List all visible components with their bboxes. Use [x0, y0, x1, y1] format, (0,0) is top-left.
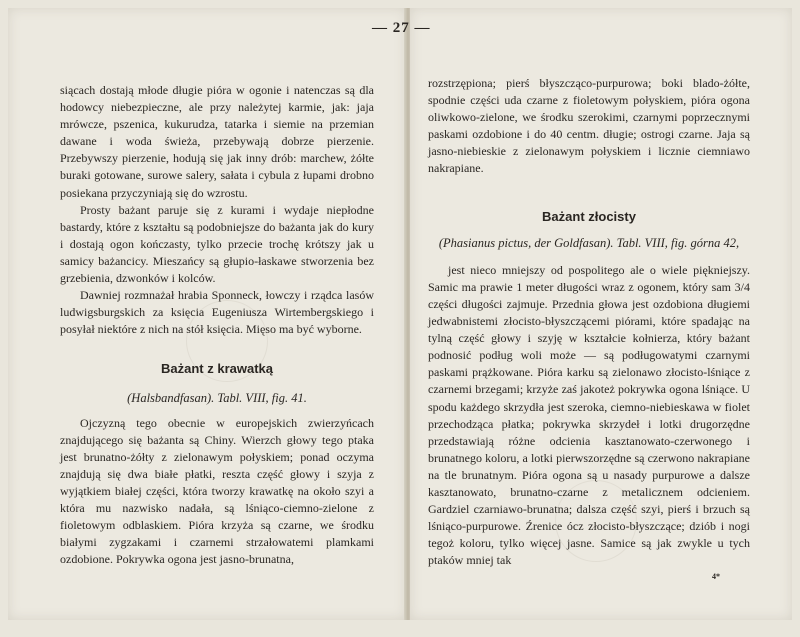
paragraph-continued-right: rozstrzępiona; pierś błyszcząco-purpurowa; boki blado-żółte, spodnie części uda czarne z fioletowym połyskiem, pióra ogona oliwkowo-zielone, we środku szerokimi, czarnymi poprzecznymi paskami ozdobione i do 40 centm. długie; ostrogi czarne. Jaja są jasno-niebieskie z zielonawym połyskiem i licznie ciemniawo nakrapiane.: [428, 76, 750, 176]
latin-name-collared-pheasant: (Halsbandfasan). Tabl. VIII, fig. 41.: [127, 390, 307, 405]
right-text-column: [428, 75, 750, 569]
left-text-column: [60, 82, 374, 568]
paragraph-hybrids: Prosty bażant paruje się z kurami i wydaje niepłodne bastardy, które z kształtu są podobniejsze do bażanta jak do kury i dostają ogon kończasty, tylko przecie trochę krótszy jak u samicy bażancicy. Mieszańcy są głupio-łaskawe stworzenia bez grzebienia, dzwonków i kolców.: [60, 202, 374, 286]
section-heading-collared-pheasant: Bażant z krawatką: [161, 361, 273, 377]
paragraph-continued: siącach dostają młode długie pióra w ogonie i natenczas są dla hodowcy niebezpieczne, ale przy należytej karmie, jak: jaja mrówcze, pszenica, kukurudza, tatarka i siemie na przemian dawane i woda świeża, przebywają dobrze pierzenie. Przebywszy pierzenie, hodują się jak inny drób: marchew, żółte buraki gotowane, surowe salery, sałata i cybula z łupami drobno posiekana przyczyniają się do wzrostu.: [60, 83, 374, 200]
latin-name-golden-pheasant: (Phasianus pictus, der Goldfasan). Tabl. VIII, fig. górna 42,: [438, 235, 740, 250]
page-number: — 27 —: [372, 20, 431, 36]
section-heading-golden-pheasant: Bażant złocisty: [542, 208, 636, 224]
paragraph-collared-description: Ojczyzną tego obecnie w europejskich zwierzyńcach znajdującego się bażanta są Chiny. Wierzch głowy tego ptaka jest brunatno-żółty z zielonawym połyskiem; ponad oczyma znajdują się dwa białe płatki, reszta część głowy i szyja z wyjątkiem białej części, która tworzy krawatkę na około szyi a która mu nazwisko nadała, są lśniąco-ciemno-zielone z fioletowym odblaskiem. Pióra krzyża są czarne, we środku białymi zygzakami i czarnemi strzałowatemi plamkami ozdobione. Pokrywka ogona jest jasno-brunatna,: [60, 415, 374, 567]
paragraph-golden-description: jest nieco mniejszy od pospolitego ale o wiele piękniejszy. Samic ma prawie 1 meter długości wraz z ogonem, który sam 3/4 części długości zajmuje. Przednia głowa jest ozdobiona długiemi jedwabnistemi złocisto-błyszczącemi piórami, które spadając na tylną część głowy i szyję w kształcie kołnierza, który bażant podnosić podług woli może — są podługowatymi czarnymi paskami prążkowane. Pióra karku są zielonawo złocisto-lśniące z czarnemi brzegami; krzyże zaś jakoteż pokrywka ogona lśniące. U spodu każdego skrzydła jest szeroka, ciemno-niebieskawa w fiolet przechodząca płatka; pokrywka skrzydeł i lotki drugorzędne przedstawiają różne odcienia kasztanowato-czerwonego i brunatnego koloru, a lotki pierwszorzędne są czerwono nakrapiane na tle brunatnym. Pióra ogona są u nasady purpurowe a dalsze kasztanowato, brunatno-czarne z metalicznem odcieniem. Gardziel czarniawo-brunatna; dalsza część szyi, pierś i brzuch są lśniąco-purpurowe. Źrenice ócz złocisto-błyszczące; dziób i nogi tegoż koloru, tylko więcej jasne. Samice są jak zwykle u tych ptaków mniej tak: [428, 262, 750, 568]
printer-signature-mark: 4*: [712, 572, 720, 581]
paragraph-sponneck: Dawniej rozmnażał hrabia Sponneck, łowczy i rządca lasów ludwigsburgskich za księcia Eugeniusza Wirtembergskiego i posyłał niektóre z nich na stół księcia. Mięso ma być wyborne.: [60, 288, 374, 337]
